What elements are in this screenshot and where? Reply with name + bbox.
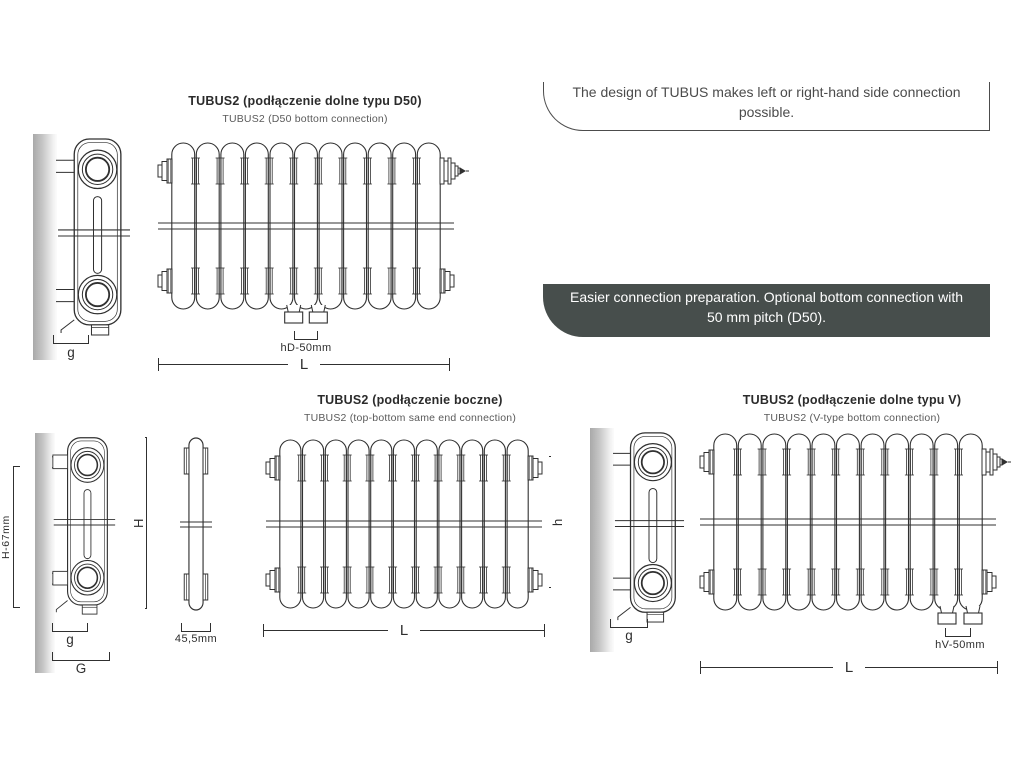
radiator-front-view: [155, 137, 457, 327]
callout-side-connection: [543, 82, 990, 131]
dim-label-g: g: [66, 632, 74, 647]
dim-label-g: g: [67, 345, 75, 360]
dim-bracket-g: [610, 619, 648, 628]
bottom-valve-icon: [647, 612, 664, 622]
dim-bracket-pitch: [945, 628, 971, 637]
radiator-tubes: [280, 440, 528, 608]
dim-label-pitch: hV-50mm: [935, 639, 985, 651]
dim-tick: [997, 661, 998, 674]
valve-plug-icon: [266, 456, 280, 480]
dim-line: [420, 630, 544, 631]
side-title: TUBUS2 (podłączenie boczne): [317, 393, 503, 407]
v-subtitle: TUBUS2 (V-type bottom connection): [763, 412, 941, 424]
dim-bracket-wall-height: [13, 466, 20, 608]
callout-side-connection-text: The design of TUBUS makes left or right-hand side connection possible.: [572, 84, 961, 120]
dim-label-column-depth: 45,5mm: [174, 633, 218, 645]
callout-bottom-connection-text: Easier connection preparation. Optional bottom connection with 50 mm pitch (D50).: [569, 289, 963, 325]
dim-length: [158, 358, 450, 371]
dim-bracket-g: [53, 335, 89, 344]
dim-line: [701, 667, 833, 668]
dim-line: [159, 364, 288, 365]
thermostatic-valve-icon: [440, 158, 469, 184]
dim-label-h: h: [551, 456, 564, 588]
thermostatic-valve-icon: [982, 449, 1011, 475]
dim-label-length: L: [399, 622, 409, 639]
radiator-side-view: [613, 430, 685, 623]
dim-label-g: g: [625, 628, 633, 643]
dim-label-H: H: [132, 437, 145, 609]
dim-label-G: G: [75, 661, 87, 676]
dim-tick: [544, 624, 545, 637]
dim-tick: [449, 358, 450, 371]
dim-bracket-column-depth: [181, 623, 211, 632]
dim-label-pitch: hD-50mm: [280, 342, 332, 354]
valve-plug-icon: [700, 450, 714, 474]
bottom-valve-icon: [82, 605, 97, 614]
dim-line: [865, 667, 997, 668]
valve-plug-icon: [266, 568, 280, 592]
dim-bracket-pitch: [294, 331, 318, 340]
callout-bottom-connection: [543, 284, 990, 337]
dim-bracket-G: [52, 652, 110, 661]
valve-plug-icon: [982, 570, 996, 594]
radiator-side-view: [52, 435, 116, 615]
dim-label-wall-height: H-67mm: [0, 515, 12, 559]
dim-length: [263, 624, 545, 637]
v-title: TUBUS2 (podłączenie dolne typu V): [742, 393, 962, 407]
dim-length: [700, 661, 998, 674]
d50-subtitle: TUBUS2 (D50 bottom connection): [222, 113, 388, 125]
bottom-valve-icon: [91, 325, 108, 335]
wall-strip: [33, 134, 57, 360]
valve-plug-icon: [158, 269, 172, 293]
dim-bracket-g: [52, 623, 88, 632]
valve-plug-icon: [528, 568, 542, 592]
radiator-side-view: [56, 136, 131, 336]
radiator-front-view: [263, 436, 545, 612]
valve-plug-icon: [158, 159, 172, 183]
dim-line: [320, 364, 449, 365]
d50-title: TUBUS2 (podłączenie dolne typu D50): [188, 94, 422, 108]
bottom-connection-stubs: [938, 606, 982, 624]
dim-label-length: L: [844, 659, 854, 676]
valve-plug-icon: [440, 269, 454, 293]
radiator-front-view: [697, 430, 999, 628]
valve-plug-icon: [528, 456, 542, 480]
dim-line: [264, 630, 388, 631]
dim-label-length: L: [299, 356, 309, 373]
valve-plug-icon: [700, 570, 714, 594]
radiator-tubes: [172, 143, 440, 309]
column-profile: [180, 436, 212, 612]
side-subtitle: TUBUS2 (top-bottom same end connection): [303, 412, 517, 424]
radiator-tubes: [714, 434, 982, 610]
